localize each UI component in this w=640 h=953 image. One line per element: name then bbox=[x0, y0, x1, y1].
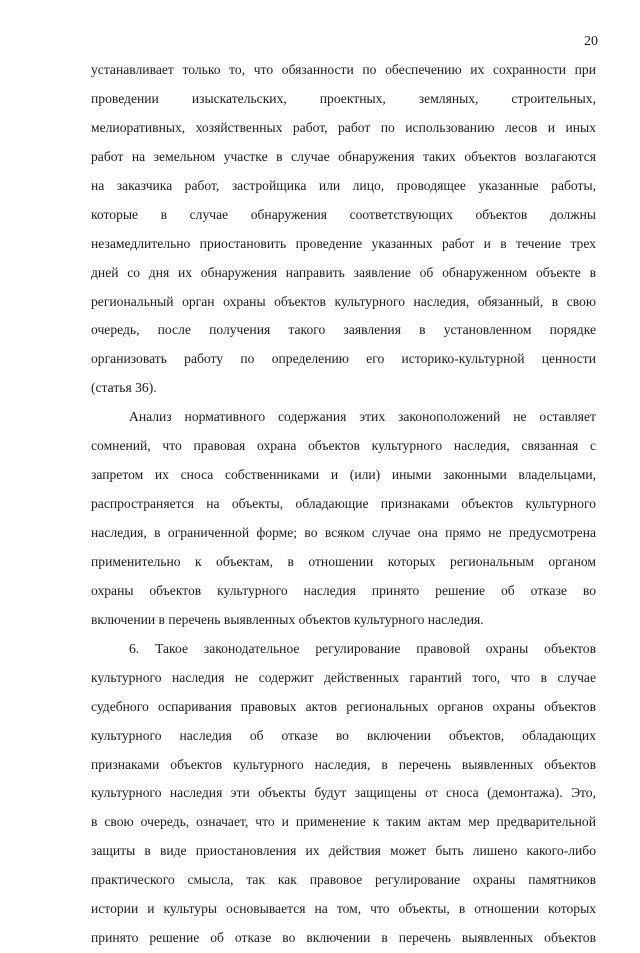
text-line: в свою очередь, означает, что и применение к таким актам мер предварительной bbox=[91, 814, 596, 830]
text-line: устанавливает только то, что обязанности по обеспечению их сохранности при bbox=[91, 62, 596, 77]
text-line: очередь, после получения такого заявления в установленном порядке bbox=[91, 322, 596, 338]
text-line: которые в случае обнаружения соответствующих объектов должны bbox=[91, 206, 596, 222]
document-body bbox=[91, 56, 596, 953]
text-line: принято решение об отказе во включении в перечень выявленных объектов bbox=[91, 930, 596, 946]
text-line: охраны объектов культурного наследия принято решение об отказе во bbox=[91, 582, 596, 598]
text-line: включении в перечень выявленных объектов культурного наследия. bbox=[91, 611, 484, 627]
text-line: признаками объектов культурного наследия, в перечень выявленных объектов bbox=[91, 756, 596, 772]
text-line: практического смысла, так как правовое регулирование охраны памятников bbox=[91, 872, 596, 888]
text-line: защиты в виде приостановления их действия может быть лишено какого-либо bbox=[91, 843, 596, 859]
paragraph bbox=[91, 635, 596, 953]
text-line: культурного наследия эти объекты будут защищены от сноса (демонтажа). Это, bbox=[91, 785, 596, 801]
text-line: дней со дня их обнаружения направить заявление об обнаруженном объекте в bbox=[91, 264, 596, 280]
paragraph bbox=[91, 403, 596, 635]
paragraph bbox=[91, 56, 596, 403]
text-line: распространяется на объекты, обладающие признаками объектов культурного bbox=[91, 496, 596, 512]
text-line: организовать работу по определению его историко-культурной ценности bbox=[91, 351, 596, 367]
text-line: применительно к объектам, в отношении которых региональным органом bbox=[91, 553, 596, 569]
text-line: региональный орган охраны объектов культурного наследия, обязанный, в свою bbox=[91, 293, 596, 309]
text-line: культурного наследия не содержит действенных гарантий того, что в случае bbox=[91, 669, 596, 685]
text-line: на заказчика работ, застройщика или лицо, проводящее указанные работы, bbox=[91, 177, 596, 193]
page-number: 20 bbox=[584, 34, 598, 49]
text-line: (статья 36). bbox=[91, 380, 157, 396]
text-line: запретом их сноса собственниками и (или) иными законными владельцами, bbox=[91, 467, 596, 483]
text-line: работ на земельном участке в случае обнаружения таких объектов возлагаются bbox=[91, 148, 596, 164]
text-line: 6. Такое законодательное регулирование правовой охраны объектов bbox=[129, 640, 596, 656]
text-line: судебного оспаривания правовых актов региональных органов охраны объектов bbox=[91, 698, 596, 714]
text-line: истории и культуры основывается на том, что объекты, в отношении которых bbox=[91, 901, 596, 917]
text-line: Анализ нормативного содержания этих законоположений не оставляет bbox=[129, 409, 596, 425]
text-line: мелиоративных, хозяйственных работ, работ по использованию лесов и иных bbox=[91, 119, 596, 135]
text-line: культурного наследия об отказе во включении объектов, обладающих bbox=[91, 727, 596, 743]
text-line: сомнений, что правовая охрана объектов культурного наследия, связанная с bbox=[91, 438, 596, 454]
text-line: проведении изыскательских, проектных, земляных, строительных, bbox=[91, 90, 596, 106]
text-line: незамедлительно приостановить проведение указанных работ и в течение трех bbox=[91, 235, 596, 251]
text-line: наследия, в ограниченной форме; во всяком случае она прямо не предусмотрена bbox=[91, 525, 596, 540]
